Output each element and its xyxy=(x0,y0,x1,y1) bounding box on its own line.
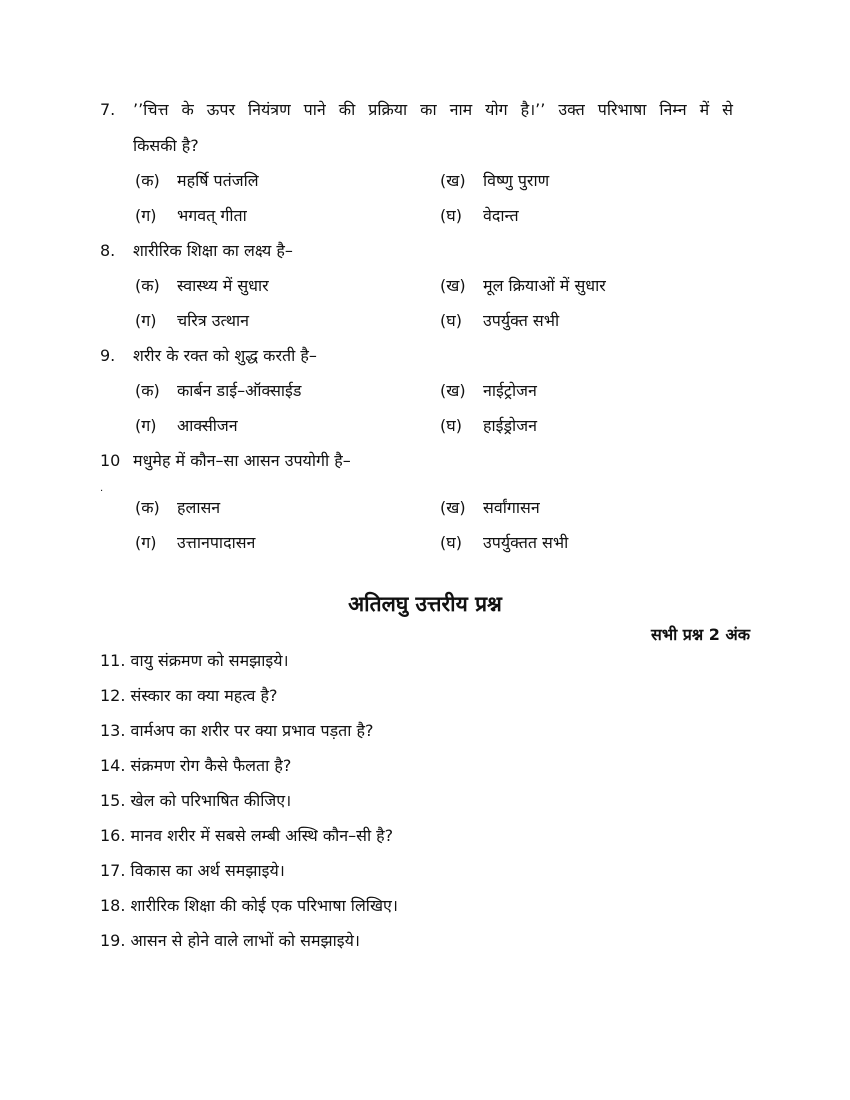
stray-mark: . xyxy=(100,483,104,494)
question-number: 15. xyxy=(100,791,126,810)
question-text: विकास का अर्थ समझाइये। xyxy=(130,861,285,880)
option-label: (घ) xyxy=(440,416,462,435)
option-label: (क) xyxy=(135,276,160,295)
option-label: (क) xyxy=(135,498,160,517)
short-question xyxy=(100,930,360,952)
option-text: हाईड्रोजन xyxy=(483,416,537,435)
question-text: शारीरिक शिक्षा का लक्ष्य है– xyxy=(133,241,293,260)
option-text: भगवत् गीता xyxy=(177,206,247,225)
option-label: (ख) xyxy=(440,498,466,517)
short-question xyxy=(100,650,289,672)
option-label: (ग) xyxy=(135,416,157,435)
question-number: 16. xyxy=(100,826,126,845)
option-text: नाईट्रोजन xyxy=(483,381,537,400)
question-text: खेल को परिभाषित कीजिए। xyxy=(130,791,292,810)
question-text: शारीरिक शिक्षा की कोई एक परिभाषा लिखिए। xyxy=(130,896,398,915)
option-label: (ख) xyxy=(440,276,466,295)
option-label: (घ) xyxy=(440,206,462,225)
question-number: 14. xyxy=(100,756,126,775)
option-text: महर्षि पतंजलि xyxy=(177,171,259,190)
question-text: मधुमेह में कौन–सा आसन उपयोगी है– xyxy=(133,451,351,470)
option-label: (घ) xyxy=(440,533,462,552)
question-number: 17. xyxy=(100,861,126,880)
option-text: वेदान्त xyxy=(483,206,519,225)
option-text: चरित्र उत्थान xyxy=(177,311,250,330)
option-text: हलासन xyxy=(177,498,221,517)
question-number: 7. xyxy=(100,100,116,119)
question-number: 18. xyxy=(100,896,126,915)
question-number: 19. xyxy=(100,931,126,950)
option-text: आक्सीजन xyxy=(177,416,238,435)
option-text: मूल क्रियाओं में सुधार xyxy=(483,276,606,295)
section-marks: सभी प्रश्न 2 अंक xyxy=(651,625,750,644)
question-text: वार्मअप का शरीर पर क्या प्रभाव पड़ता है? xyxy=(130,721,374,740)
question-number: 12. xyxy=(100,686,126,705)
question-number: 13. xyxy=(100,721,126,740)
option-label: (ग) xyxy=(135,533,157,552)
short-question xyxy=(100,860,285,882)
option-text: उपर्युक्तत सभी xyxy=(483,533,569,552)
option-text: विष्णु पुराण xyxy=(483,171,550,190)
short-question xyxy=(100,685,278,707)
short-question xyxy=(100,755,291,777)
short-question xyxy=(100,720,374,742)
question-text: संस्कार का क्या महत्व है? xyxy=(130,686,278,705)
question-number: 10 xyxy=(100,451,121,470)
short-question xyxy=(100,895,398,917)
section-title: अतिलघु उत्तरीय प्रश्न xyxy=(348,592,502,616)
option-text: उत्तानपादासन xyxy=(177,533,256,552)
question-text: शरीर के रक्त को शुद्ध करती है– xyxy=(133,346,317,365)
short-question xyxy=(100,825,393,847)
option-label: (ग) xyxy=(135,206,157,225)
option-text: स्वास्थ्य में सुधार xyxy=(177,276,269,295)
question-number: 9. xyxy=(100,346,116,365)
question-text: आसन से होने वाले लाभों को समझाइये। xyxy=(130,931,360,950)
option-label: (घ) xyxy=(440,311,462,330)
option-label: (क) xyxy=(135,381,160,400)
option-label: (ख) xyxy=(440,171,466,190)
question-text: ’’चित्त के ऊपर नियंत्रण पाने की प्रक्रिया का नाम योग है।’’ उक्त परिभाषा निम्न में से xyxy=(133,100,733,119)
short-question xyxy=(100,790,291,812)
question-text: मानव शरीर में सबसे लम्बी अस्थि कौन–सी है? xyxy=(130,826,394,845)
option-label: (ख) xyxy=(440,381,466,400)
question-number: 11. xyxy=(100,651,126,670)
question-text: वायु संक्रमण को समझाइये। xyxy=(130,651,289,670)
question-number: 8. xyxy=(100,241,116,260)
question-text: किसकी है? xyxy=(133,136,199,155)
option-label: (क) xyxy=(135,171,160,190)
option-text: कार्बन डाई–ऑक्साईड xyxy=(177,381,302,400)
option-text: सर्वांगासन xyxy=(483,498,540,517)
option-label: (ग) xyxy=(135,311,157,330)
question-text: संक्रमण रोग कैसे फैलता है? xyxy=(130,756,292,775)
option-text: उपर्युक्त सभी xyxy=(483,311,560,330)
